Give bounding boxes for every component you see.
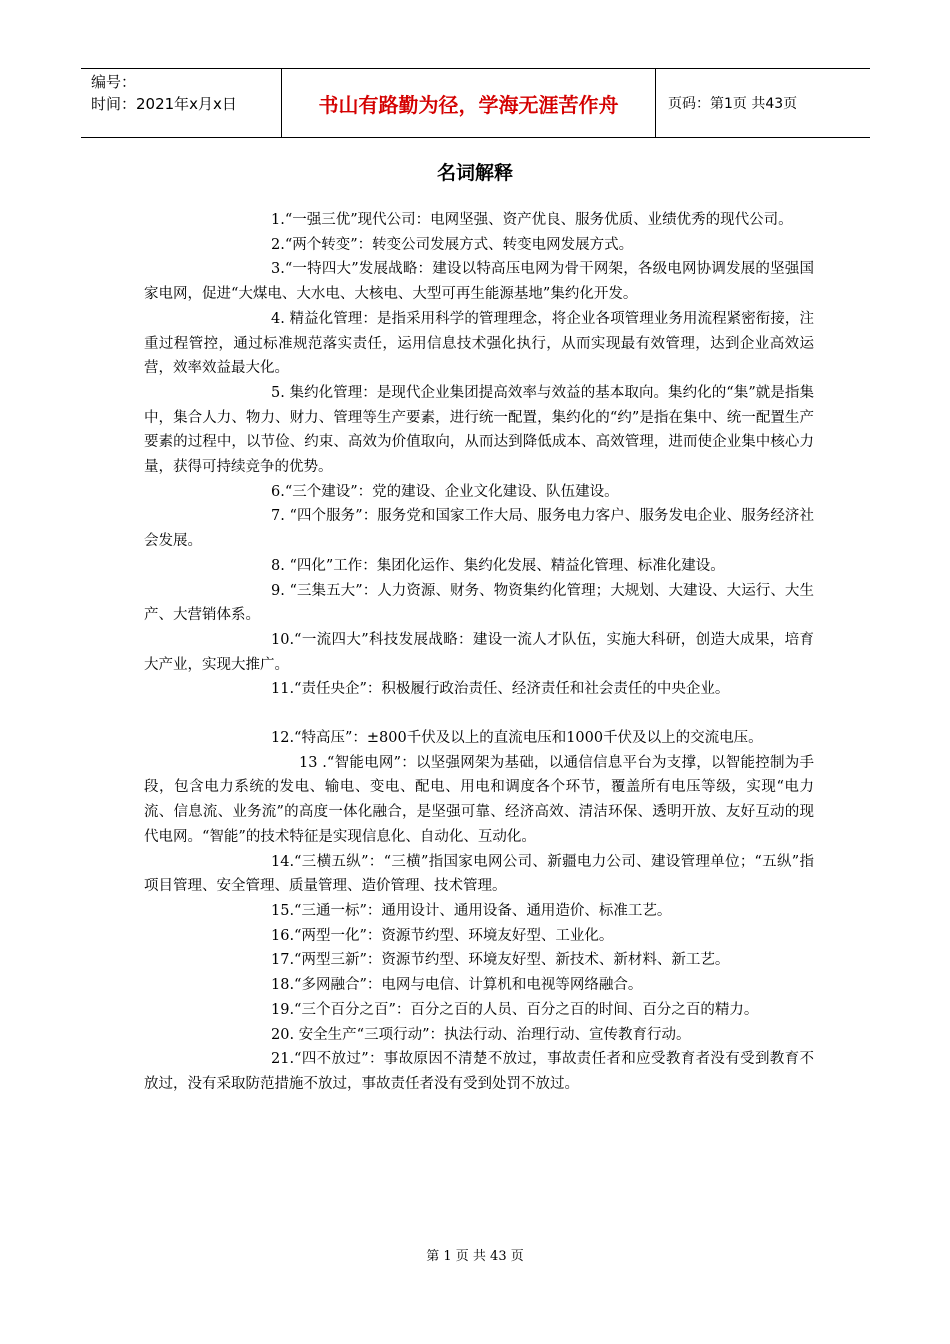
glossary-entry: 5. 集约化管理：是现代企业集团提高效率与效益的基本取向。集约化的“集”就是指集中，集合人力、物力、财力、管理等生产要素，进行统一配置，集约化的“约”是指在集中、统一配置生产要素的过程中，以节俭、约束、高效为价值取向，从而达到降低成本、高效管理，进而使企业集中核心力量，获得可持续竞争的优势。 [144, 384, 814, 476]
glossary-entry: 16.“两型一化”：资源节约型、环境友好型、工业化。 [271, 927, 614, 944]
page-info: 页码：第1页 共43页 [668, 96, 798, 112]
glossary-entry: 6.“三个建设”：党的建设、企业文化建设、队伍建设。 [271, 483, 619, 500]
page-footer: 第 1 页 共 43 页 [426, 1249, 524, 1264]
glossary-entry: 18.“多网融合”：电网与电信、计算机和电视等网络融合。 [271, 977, 643, 994]
glossary-entry: 15.“三通一标”：通用设计、通用设备、通用造价、标准工艺。 [271, 902, 672, 919]
glossary-entry: 20. 安全生产“三项行动”：执法行动、治理行动、宣传教育行动。 [271, 1026, 691, 1043]
glossary-entry: 8. “四化”工作：集团化运作、集约化发展、精益化管理、标准化建设。 [271, 557, 725, 574]
glossary-entry: 21.“四不放过”：事故原因不清楚不放过，事故责任者和应受教育者没有受到教育不放过，没有采取防范措施不放过，事故责任者没有受到处罚不放过。 [144, 1051, 814, 1092]
glossary-entry: 12.“特高压”：±800千伏及以上的直流电压和1000千伏及以上的交流电压。 [271, 730, 763, 747]
glossary-entry: 13 .“智能电网”：以坚强网架为基础，以通信信息平台为支撑，以智能控制为手段，包含电力系统的发电、输电、变电、配电、用电和调度各个环节，覆盖所有电压等级，实现“电力流、信息流、业务流”的高度一体化融合，是坚强可靠、经济高效、清洁环保、透明开放、友好互动的现代电网。“智能”的技术特征是实现信息化、自动化、互动化。 [144, 754, 814, 845]
glossary-entry: 14.“三横五纵”：“三横”指国家电网公司、新疆电力公司、建设管理单位；“五纵”指项目管理、安全管理、质量管理、造价管理、技术管理。 [144, 853, 814, 895]
glossary-entry: 7. “四个服务”：服务党和国家工作大局、服务电力客户、服务发电企业、服务经济社会发展。 [144, 508, 814, 550]
motto: 书山有路勤为径，学海无涯苦作舟 [281, 69, 656, 137]
glossary-entry: 1.“一强三优”现代公司：电网坚强、资产优良、服务优质、业绩优秀的现代公司。 [271, 212, 793, 228]
spacer [144, 702, 814, 726]
document-date: 时间：2021年x月x日 [91, 95, 237, 113]
page-title: 名词解释 [436, 162, 513, 184]
header-table [81, 68, 870, 138]
glossary-body [144, 208, 814, 1097]
header-left-cell [81, 69, 281, 137]
glossary-entry: 2.“两个转变”：转变公司发展方式、转变电网发展方式。 [271, 236, 634, 253]
glossary-entry: 3.“一特四大”发展战略：建设以特高压电网为骨干网架，各级电网协调发展的坚强国家电网，促进“大煤电、大水电、大核电、大型可再生能源基地”集约化开发。 [144, 261, 814, 303]
glossary-entry: 9. “三集五大”：人力资源、财务、物资集约化管理；大规划、大建设、大运行、大生产、大营销体系。 [144, 582, 814, 624]
glossary-entry: 11.“责任央企”：积极履行政治责任、经济责任和社会责任的中央企业。 [271, 681, 730, 698]
glossary-entry: 4. 精益化管理：是指采用科学的管理理念，将企业各项管理业务用流程紧密衔接，注重过程管控，通过标准规范落实责任，运用信息技术强化执行，从而实现最有效管理，达到企业高效运营，效率效益最大化。 [144, 310, 814, 377]
glossary-entry: 19.“三个百分之百”：百分之百的人员、百分之百的时间、百分之百的精力。 [271, 1001, 759, 1018]
glossary-entry: 10.“一流四大”科技发展战略：建设一流人才队伍，实施大科研，创造大成果，培育大产业，实现大推广。 [144, 631, 814, 673]
document-number-label: 编号： [91, 73, 137, 91]
glossary-entry: 17.“两型三新”：资源节约型、环境友好型、新技术、新材料、新工艺。 [271, 952, 730, 969]
